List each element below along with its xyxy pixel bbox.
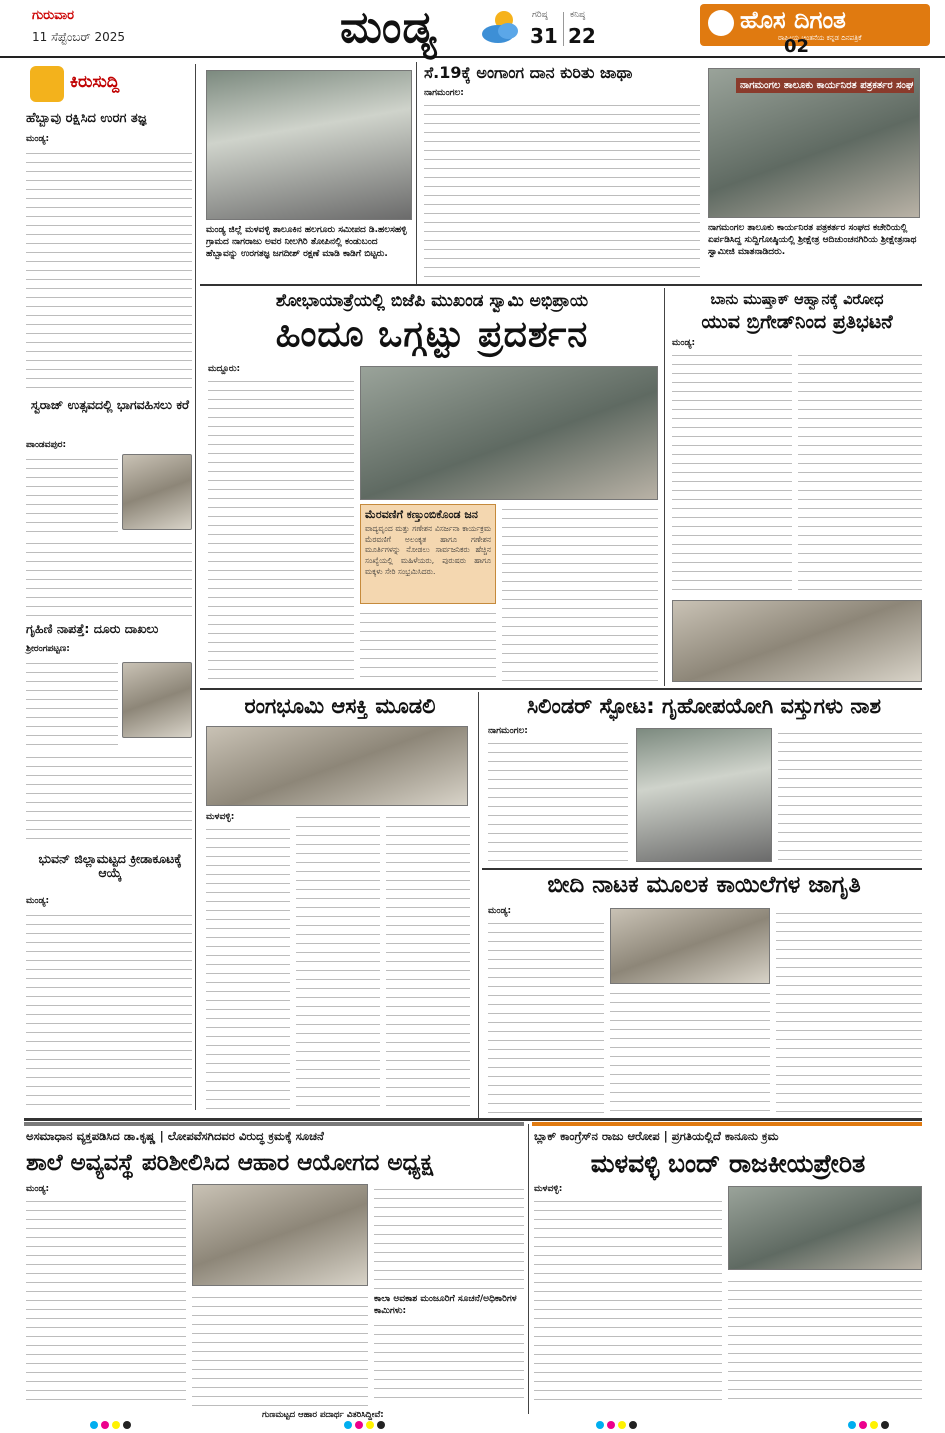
lead-kicker: ಶೋಭಾಯಾತ್ರೆಯಲ್ಲಿ ಬಿಜೆಪಿ ಮುಖಂಡ ಸ್ವಾಮಿ ಅಭಿಪ್ರಾಯ	[275, 291, 589, 311]
temp-divider	[563, 12, 564, 46]
section-rule	[200, 688, 922, 690]
s19-headline: ಸೆ.19ಕ್ಕೆ ಅಂಗಾಂಗ ದಾನ ಕುರಿತು ಜಾಥಾ	[424, 63, 633, 82]
brief-dateline: ಪಾಂಡವಪುರ:	[26, 440, 67, 450]
brand-logo-icon	[708, 10, 734, 36]
protest-photo	[672, 600, 922, 682]
food-headline: ಶಾಲೆ ಅವ್ಯವಸ್ಥೆ ಪರಿಶೀಲಿಸಿದ ಆಹಾರ ಆಯೋಗದ ಅಧ್ಯಕ್ಷ	[26, 1150, 434, 1176]
brief-headline: ಭುವನ್ ಜಿಲ್ಲಾಮಟ್ಟದ ಕ್ರೀಡಾಕೂಟಕ್ಕೆ ಆಯ್ಕೆ	[38, 851, 182, 881]
theatre-photo	[206, 726, 468, 806]
kicker-bar	[24, 1122, 524, 1126]
cylinder-headline: ಸಿಲಿಂಡರ್ ಸ್ಫೋಟ: ಗೃಹೋಪಯೋಗಿ ವಸ್ತುಗಳು ನಾಶ	[527, 694, 881, 718]
street-play-dateline: ಮಂಡ್ಯ:	[488, 906, 512, 916]
theatre-headline: ರಂಗಭೂಮಿ ಆಸಕ್ತಿ ಮೂಡಲಿ	[244, 694, 436, 718]
hand-icon	[30, 66, 64, 102]
theatre-body	[206, 824, 290, 1114]
brief-body	[26, 538, 192, 618]
masthead	[0, 0, 945, 58]
bandh-headline: ಮಳವಳ್ಳಿ ಬಂದ್ ರಾಜಕೀಯಪ್ರೇರಿತ	[590, 1149, 866, 1178]
school-inspection-photo	[192, 1184, 368, 1286]
brief-headline: ಹೆಬ್ಬಾವು ರಕ್ಷಿಸಿದ ಉರಗ ತಜ್ಞ	[26, 111, 147, 126]
masthead-date: 11 ಸೆಪ್ಟೆಂಬರ್ 2025	[32, 30, 126, 44]
theatre-body	[296, 812, 380, 1114]
column-rule	[416, 62, 417, 284]
food-subhead: ಗುಣಮಟ್ಟದ ಆಹಾರ ಪದಾರ್ಥ ವಿತರಿಸಿದ್ದೀವೆ:	[262, 1410, 384, 1420]
brief-dateline: ಮಂಡ್ಯ:	[26, 896, 50, 906]
brief-dateline: ಮಂಡ್ಯ:	[26, 134, 50, 144]
brief-body	[26, 148, 192, 394]
street-play-body	[488, 918, 604, 1114]
banu-headline: ಯುವ ಬ್ರಿಗೇಡ್‌ನಿಂದ ಪ್ರತಿಭಟನೆ	[701, 311, 893, 333]
section-rule	[200, 284, 922, 286]
bandh-body	[534, 1196, 722, 1406]
snake-rescue-photo	[206, 70, 412, 220]
temp-min: 22	[568, 24, 596, 48]
portrait-photo	[122, 454, 192, 530]
portrait-photo	[122, 662, 192, 738]
banu-dateline: ಮಂಡ್ಯ:	[672, 338, 696, 348]
weather-icon	[478, 6, 524, 46]
lead-dateline: ಮದ್ದೂರು:	[208, 364, 241, 374]
cylinder-body	[778, 728, 922, 864]
bandh-kicker: ಬ್ಲಾಕ್ ಕಾಂಗ್ರೆಸ್‌ನ ರಾಜು ಆರೋಪ | ಪ್ರಗತಿಯಲ್ಲಿದೆ ಕಾನೂನು ಕ್ರಮ	[534, 1129, 779, 1143]
brand-name: ಹೊಸ ದಿಗಂತ	[740, 6, 846, 34]
kirusuddi-column	[24, 64, 196, 1110]
street-play-photo	[610, 908, 770, 984]
page-number: 02	[784, 36, 810, 57]
edition-city: ಮಂಡ್ಯ	[340, 2, 438, 53]
callout-box	[360, 504, 496, 604]
section-rule	[482, 868, 922, 870]
food-body	[374, 1320, 524, 1406]
street-play-headline: ಬೀದಿ ನಾಟಕ ಮೂಲಕ ಕಾಯಿಲೆಗಳ ಜಾಗೃತಿ	[547, 872, 861, 898]
temp-min-label: ಕನಿಷ್ಠ	[570, 10, 586, 20]
theatre-body	[386, 812, 470, 1114]
brief-headline: ಗೃಹಿಣಿ ನಾಪತ್ತೆ: ದೂರು ದಾಖಲು	[26, 621, 159, 636]
food-dateline: ಮಂಡ್ಯ:	[26, 1184, 50, 1194]
street-play-body	[610, 988, 770, 1114]
press-banner: ನಾಗಮಂಗಲ ತಾಲೂಕು ಕಾರ್ಯನಿರತ ಪತ್ರಕರ್ತರ ಸಂಘ	[736, 78, 914, 93]
brief-body	[26, 910, 192, 1106]
callout-text: ವಾದ್ಯವೃಂದ ಮತ್ತು ಗಣೇಶನ ವಿಸರ್ಜನಾ ಕಾರ್ಯಕ್ರಮ ಮೆರವಣಿಗೆ ಅಲಂಕೃತ ಹಾಗೂ ಗಣೇಶನ ಮೂರ್ತಿಗಳನ್ನು ನೋಡಲು ಸಾರ್ವಜನಿಕರು ಹೆಚ್ಚಿನ ಸಂಖ್ಯೆಯಲ್ಲಿ ಮಹಿಳೆಯರು, ಪುರುಷರು ಹಾಗೂ ಮಕ್ಕಳು ಸೇರಿ ಸಂಭ್ರಮಿಸಿದರು.	[365, 523, 491, 577]
banu-body	[672, 350, 792, 596]
column-rule	[528, 1124, 529, 1414]
food-body	[192, 1292, 368, 1406]
kicker-bar	[532, 1122, 922, 1126]
brief-body	[26, 752, 192, 846]
banu-body	[798, 350, 922, 596]
lead-headline: ಹಿಂದೂ ಒಗ್ಗಟ್ಟು ಪ್ರದರ್ಶನ	[275, 314, 589, 355]
theatre-dateline: ಮಳವಳ್ಳಿ:	[206, 812, 235, 822]
food-body	[374, 1184, 524, 1290]
s19-body	[424, 100, 700, 280]
procession-photo	[360, 366, 658, 500]
cylinder-body	[488, 738, 628, 864]
cylinder-dateline: ನಾಗಮಂಗಲ:	[488, 726, 528, 736]
brief-body	[26, 658, 118, 748]
bandh-press-photo	[728, 1186, 922, 1270]
bandh-dateline: ಮಳವಳ್ಳಿ:	[534, 1184, 563, 1194]
food-kicker: ಅಸಮಾಧಾನ ವ್ಯಕ್ತಪಡಿಸಿದ ಡಾ.ಕೃಷ್ಣ | ಲೋಪವೆಸಗಿದವರ ವಿರುದ್ಧ ಕ್ರಮಕ್ಕೆ ಸೂಚನೆ	[26, 1129, 324, 1143]
s19-dateline: ನಾಗಮಂಗಲ:	[424, 88, 464, 98]
kirusuddi-label: ಕಿರುಸುದ್ದಿ	[70, 72, 120, 92]
column-rule	[478, 692, 479, 1118]
fire-damage-photo	[636, 728, 772, 862]
column-rule	[664, 288, 665, 686]
bandh-body	[728, 1276, 922, 1406]
street-play-body	[776, 908, 922, 1114]
press-meet-caption: ನಾಗಮಂಗಲ ತಾಲೂಕು ಕಾರ್ಯನಿರತ ಪತ್ರಕರ್ತರ ಸಂಘದ ಕಚೇರಿಯಲ್ಲಿ ಏರ್ಪಡಿಸಿದ್ದ ಸುದ್ದಿಗೋಷ್ಠಿಯಲ್ಲಿ ಶ್ರೀಕ್ಷೇತ್ರ ಆದಿಚುಂಚನಗಿರಿಯ ಶ್ರೀಕ್ಷೇತ್ರನಾಥ ಸ್ವಾಮೀಜಿ ಮಾತನಾಡಿದರು.	[708, 223, 917, 258]
food-body	[26, 1196, 186, 1406]
temp-max-label: ಗರಿಷ್ಠ	[532, 10, 548, 20]
food-subhead: ಕಾಲಾ ಅವಕಾಶ ಮಂಜೂರಿಗೆ ಸೂಚನೆ/ಅಧಿಕಾರಿಗಳ ಕಾಮಿಗಳು:	[374, 1294, 517, 1316]
masthead-day: ಗುರುವಾರ	[32, 8, 74, 23]
lead-body	[502, 504, 658, 682]
banu-kicker: ಬಾನು ಮುಷ್ತಾಕ್ ಆಹ್ವಾನಕ್ಕೆ ವಿರೋಧ	[710, 292, 884, 308]
lead-body	[208, 376, 354, 682]
lead-body	[360, 608, 496, 682]
section-rule	[24, 1118, 922, 1121]
brief-dateline: ಶ್ರೀರಂಗಪಟ್ಟಣ:	[26, 644, 70, 654]
temp-max: 31	[530, 24, 558, 48]
snake-photo-caption: ಮಂಡ್ಯ ಜಿಲ್ಲೆ ಮಳವಳ್ಳಿ ತಾಲೂಕಿನ ಹಲಗೂರು ಸಮೀಪದ ಡಿ.ಹಲಸಹಳ್ಳಿ ಗ್ರಾಮದ ನಾಗರಾಜು ಅವರ ನೀಲಗಿರಿ ತೋಪಿನಲ್ಲಿ ಕಂಡುಬಂದ ಹೆಬ್ಬಾವನ್ನು ಉರಗತಜ್ಞ ಜಗದೀಶ್ ರಕ್ಷಣೆ ಮಾಡಿ ಕಾಡಿಗೆ ಬಿಟ್ಟರು.	[206, 225, 407, 260]
brief-headline: ಸ್ವರಾಜ್ ಉತ್ಸವದಲ್ಲಿ ಭಾಗವಹಿಸಲು ಕರೆ	[30, 397, 190, 412]
callout-title: ಮೆರವಣಿಗೆ ಕಣ್ತುಂಬಿಕೊಂಡ ಜನ	[365, 508, 478, 521]
brand-tagline: ರಾಷ್ಟ್ರೀಯ ಚಿಂತನೆಯ ಕನ್ನಡ ದಿನಪತ್ರಿಕೆ	[778, 34, 862, 42]
brief-body	[26, 454, 118, 534]
